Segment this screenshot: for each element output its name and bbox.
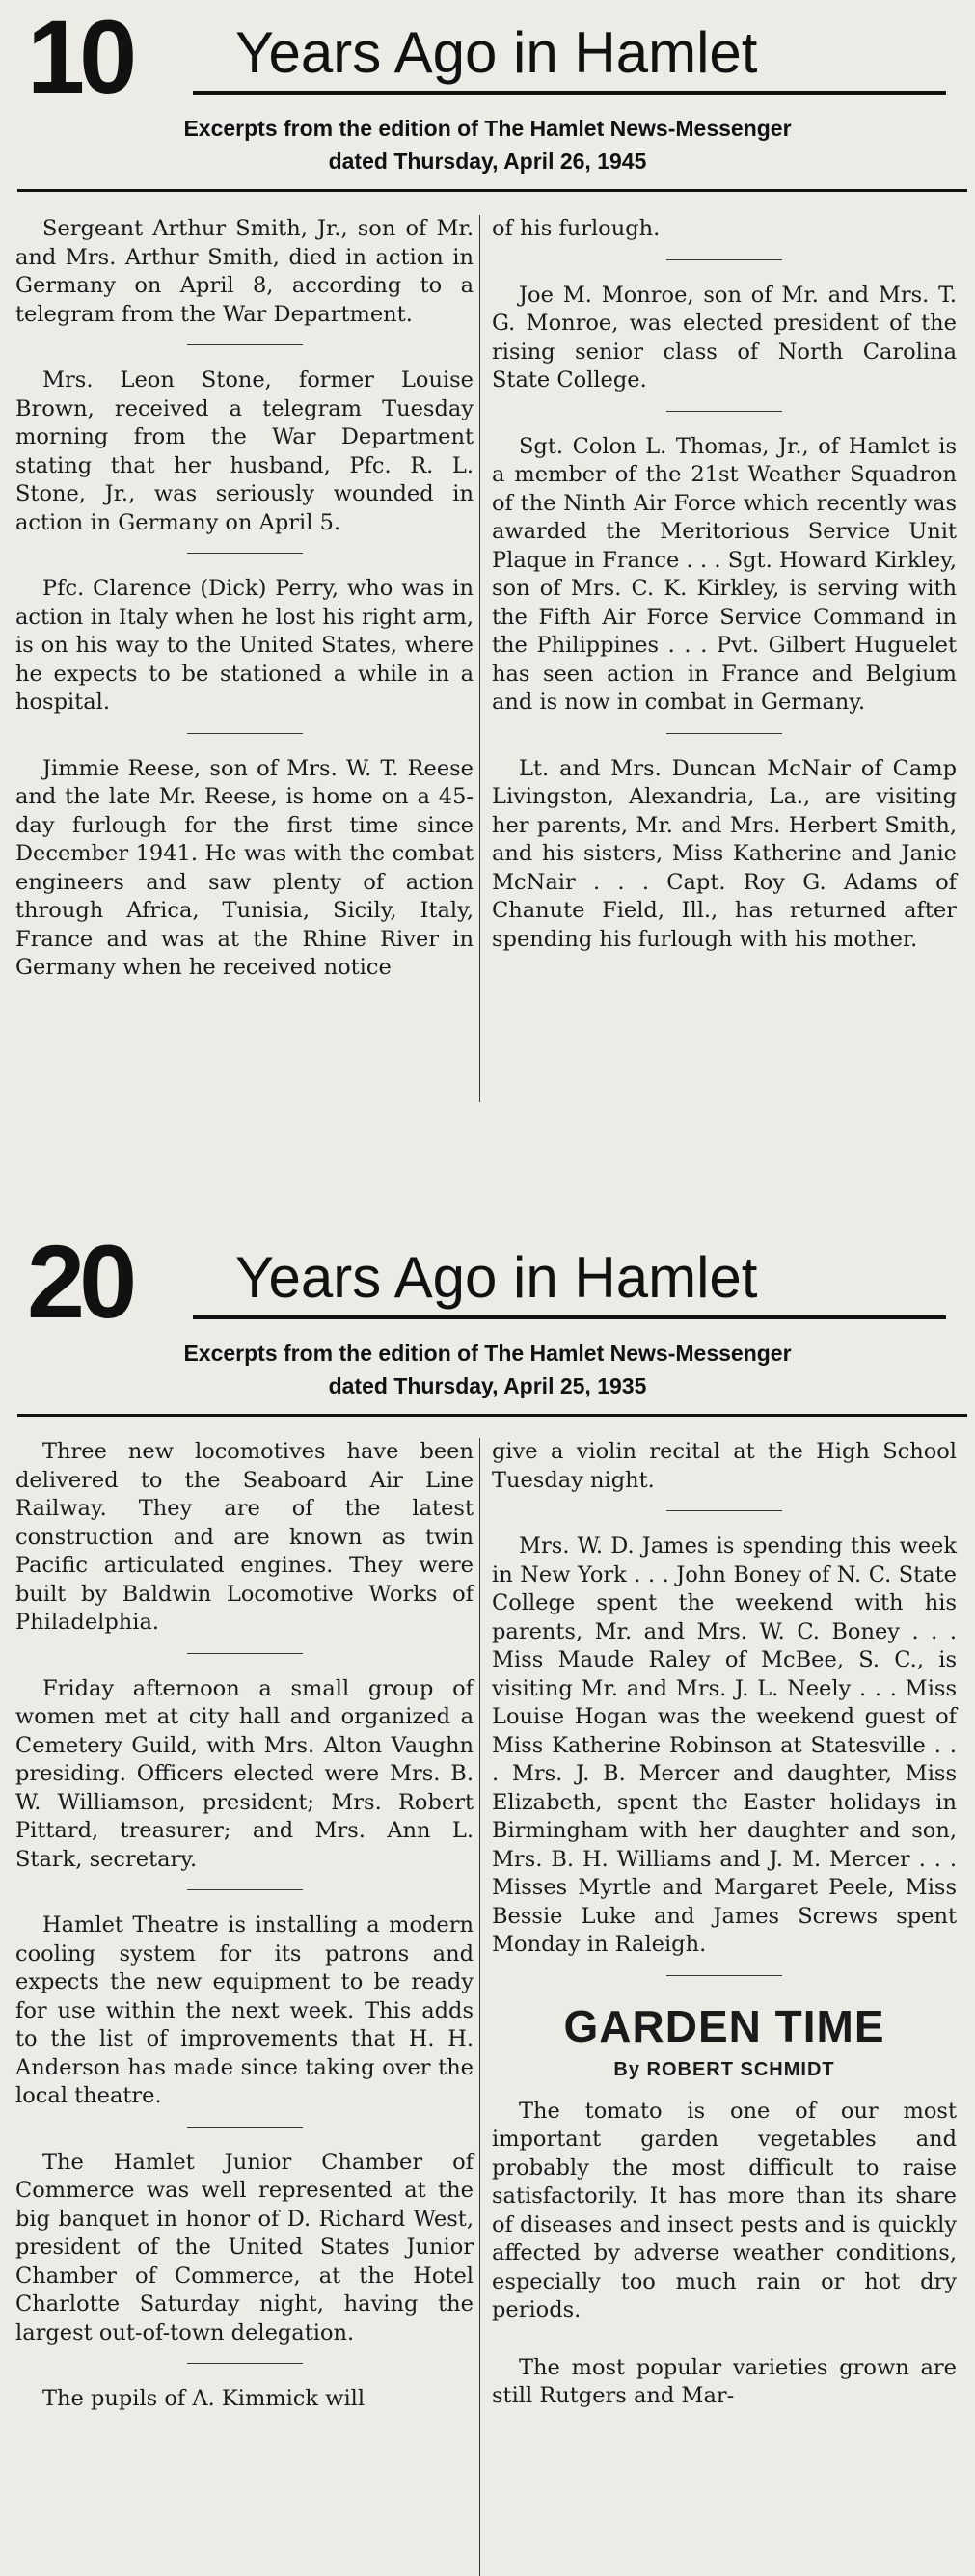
item-separator (666, 411, 782, 412)
section-divider (17, 189, 967, 192)
item-separator (187, 553, 303, 554)
column-rule (479, 215, 480, 1102)
header-rule (193, 91, 946, 95)
news-item: Sgt. Colon L. Thomas, Jr., of Hamlet is a member of the 21st Weather Squadron of the Ninth Air Force which recently was awarded the Meritorious Service Unit Plaque in France . . . Sgt. Howard Kirkley, son of Mrs. C. K. Kirkley, is serving with the Fifth Air Force Service Command in the Philippines . . . Pvt. Gilbert Huguelet has seen action in France and Belgium and is now in combat in Germany. (492, 433, 957, 715)
section-title: Years Ago in Hamlet (235, 1245, 758, 1310)
garden-paragraph: The most popular varieties grown are still Rutgers and Mar- (492, 2354, 957, 2408)
excerpt-date: dated Thursday, April 25, 1935 (328, 1373, 647, 1398)
item-separator (666, 1975, 782, 1976)
item-separator (666, 733, 782, 734)
news-item: Three new locomotives have been delivered to the Seaboard Air Line Railway. They are of the latest construction and are known as twin Pacific articulated engines. They were built by Baldwin Locomotive Works of Philadelphia. (15, 1439, 474, 1635)
article-columns (0, 215, 975, 1122)
excerpt-date: dated Thursday, April 26, 1945 (328, 149, 647, 174)
article-columns (0, 1438, 975, 2576)
garden-title: GARDEN TIME (563, 2000, 885, 2051)
column-rule (479, 1438, 480, 2576)
news-item: The Hamlet Junior Chamber of Commerce was well represented at the big banquet in honor of D. Richard West, president of the United States Junior Chamber of Commerce, at the Hotel Charlotte Saturday night, having the largest out-of-town delegation. (15, 2149, 474, 2346)
item-separator (187, 1889, 303, 1890)
excerpt-line: Excerpts from the edition of The Hamlet News-Messenger (183, 1341, 792, 1366)
section-header (0, 1223, 975, 1340)
excerpt-line: Excerpts from the edition of The Hamlet News-Messenger (183, 116, 792, 141)
news-item: Joe M. Monroe, son of Mr. and Mrs. T. G. Monroe, was elected president of the rising senior class of North Carolina State College. (492, 282, 957, 393)
left-column (15, 215, 474, 1012)
news-item: Hamlet Theatre is installing a modern cooling system for its patrons and expects the new equipment to be ready for use within the next week. This adds to the list of improvements that H. H. Anderson has made since taking over the local theatre. (15, 1912, 474, 2108)
news-item: of his furlough. (492, 216, 661, 241)
item-separator (187, 2127, 303, 2128)
section-number: 20 (27, 1223, 132, 1340)
garden-time-column (492, 1997, 957, 2084)
item-separator (666, 259, 782, 260)
news-item: give a violin recital at the High School Tuesday night. (492, 1439, 957, 1493)
item-separator (187, 1653, 303, 1654)
item-separator (187, 733, 303, 734)
ten-years-ago-section (0, 0, 975, 1186)
section-number: 10 (27, 0, 132, 115)
item-separator (187, 344, 303, 345)
right-column (492, 215, 957, 983)
news-item: Friday afternoon a small group of women met at city hall and organized a Cemetery Guild, with Mrs. Alton Vaughn presiding. Officers elected were Mrs. B. W. Williamson, president; Mrs. Robert Pittard, treasurer; and Mrs. Ann L. Stark, secretary. (15, 1675, 474, 1872)
news-item: Mrs. Leon Stone, former Louise Brown, received a telegram Tuesday morning from the War Department stating that her husband, Pfc. R. L. Stone, Jr., was seriously wounded in action in Germany on April 5. (15, 367, 474, 535)
header-rule (193, 1315, 946, 1319)
news-item: The pupils of A. Kimmick will (42, 2386, 366, 2411)
news-item: Mrs. W. D. James is spending this week in New York . . . John Boney of N. C. State College spent the weekend with his parents, Mr. and Mrs. W. C. Boney . . . Miss Maude Raley of McBee, S. C., is visiting Mr. and Mrs. J. L. Neely . . . Miss Louise Hogan was the weekend guest of Miss Katherine Robinson at Statesville . . . Mrs. J. B. Mercer and daughter, Miss Elizabeth, spent the Easter holidays in Birmingham with her daughter and son, Mrs. B. H. Williams and J. M. Mercer . . . Misses Myrtle and Margaret Peele, Miss Bessie Luke and James Screws spent Monday in Raleigh. (492, 1533, 957, 1957)
news-item: Sergeant Arthur Smith, Jr., son of Mr. and Mrs. Arthur Smith, died in action in Germany on April 8, according to a telegram from the War Department. (15, 216, 474, 327)
news-item: Lt. and Mrs. Duncan McNair of Camp Livingston, Alexandria, La., are visiting her parents, Mr. and Mrs. Herbert Smith, and his sisters, Miss Katherine and Janie McNair . . . Capt. Roy G. Adams of Chanute Field, Ill., has returned after spending his furlough with his mother. (492, 755, 957, 952)
section-header (0, 0, 975, 115)
item-separator (187, 2363, 303, 2364)
left-column (15, 1438, 474, 2443)
right-column (492, 1438, 957, 2440)
item-separator (666, 1510, 782, 1511)
garden-byline: By ROBERT SCHMIDT (613, 2058, 835, 2080)
news-item: Jimmie Reese, son of Mrs. W. T. Reese and the late Mr. Reese, is home on a 45-day furlough for the first time since December 1941. He was with the combat engineers and saw plenty of action through Africa, Tunisia, Sicily, Italy, France and was at the Rhine River in Germany when he received notice (15, 755, 474, 980)
section-title: Years Ago in Hamlet (235, 20, 758, 85)
twenty-years-ago-section (0, 1225, 975, 2567)
news-item: Pfc. Clarence (Dick) Perry, who was in action in Italy when he lost his right arm, is on his way to the United States, where he expects to be stationed a while in a hospital. (15, 576, 474, 715)
section-divider (17, 1414, 967, 1417)
garden-paragraph: The tomato is one of our most important garden vegetables and probably the most difficult to raise satisfactorily. It has more than its share of diseases and insect pests and is quickly affected by adverse weather conditions, especially too much rain or hot dry periods. (492, 2098, 957, 2322)
